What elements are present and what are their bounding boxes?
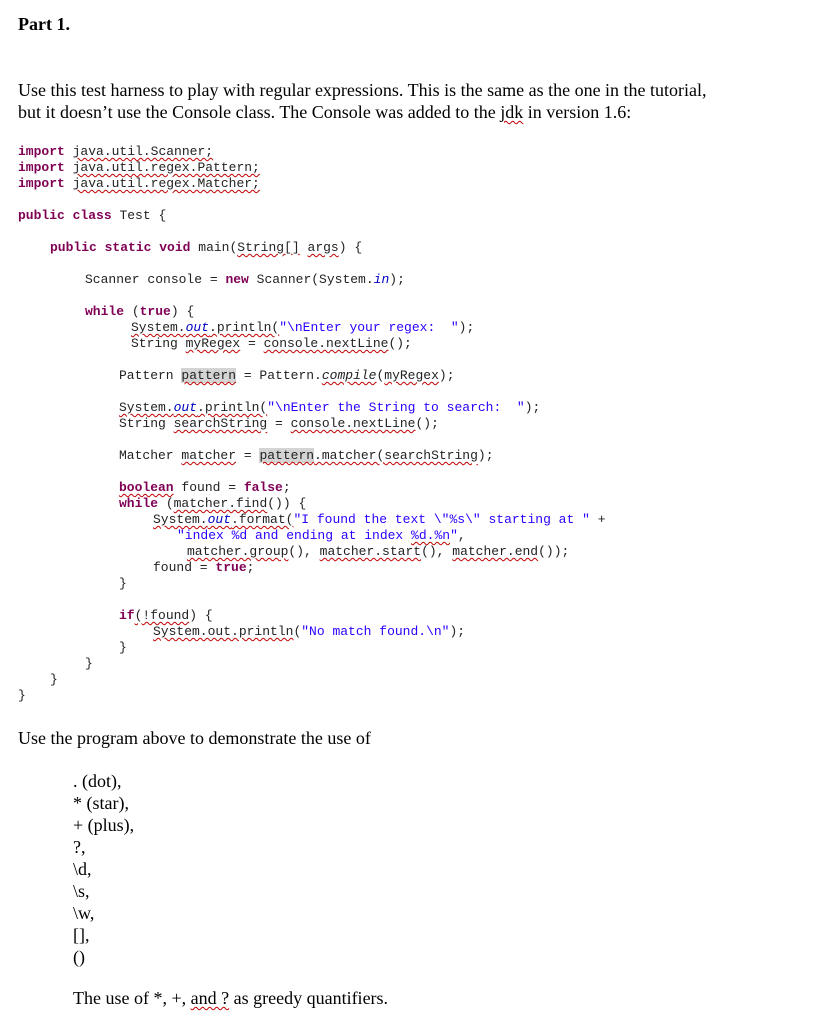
code-brace-while: } bbox=[119, 576, 127, 591]
code-boolean-line: boolean found = false; bbox=[119, 480, 291, 495]
code-found-line: found = true; bbox=[153, 560, 255, 575]
list-item: + (plus), bbox=[73, 815, 135, 835]
page-heading: Part 1. bbox=[18, 14, 70, 34]
list-item: \s, bbox=[73, 881, 90, 901]
code-pattern-line: Pattern pattern = Pattern.compile(myRegex); bbox=[119, 368, 455, 383]
code-nomatch-line: System.out.println("No match found.\n"); bbox=[153, 624, 466, 639]
code-while-find-line: while (matcher.find()) { bbox=[119, 496, 307, 511]
code-print-search: System.out.println("\nEnter the String to search: "); bbox=[119, 400, 541, 415]
intro-text: Use this test harness to play with regular expressions. This is the same as the one in the tutorial, but it doesn’t use the Console class. The Console was added to the bbox=[18, 80, 707, 122]
code-main-decl: public static void main(String[] args) { bbox=[50, 240, 363, 255]
code-import-3: import java.util.regex.Matcher; bbox=[18, 176, 260, 191]
demo-intro: Use the program above to demonstrate the use of bbox=[18, 728, 371, 748]
greedy-note: The use of *, +, and ? as greedy quantifiers. bbox=[73, 988, 389, 1008]
intro-paragraph bbox=[18, 79, 708, 123]
intro-jdk: jdk bbox=[500, 102, 524, 122]
code-format-line-3: matcher.group(), matcher.start(), matcher.end()); bbox=[187, 544, 570, 559]
intro-tail: in version 1.6: bbox=[523, 102, 632, 122]
list-item: ?, bbox=[73, 837, 86, 857]
code-search-line: String searchString = console.nextLine(); bbox=[119, 416, 439, 431]
code-format-line-1: System.out.format("I found the text \"%s\" starting at " + bbox=[153, 512, 606, 527]
list-item: [], bbox=[73, 925, 90, 945]
code-format-line-2: "index %d and ending at index %d.%n", bbox=[177, 528, 466, 543]
code-brace-if: } bbox=[119, 640, 127, 655]
code-import-1: import java.util.Scanner; bbox=[18, 144, 214, 159]
code-scanner-line: Scanner console = new Scanner(System.in); bbox=[85, 272, 405, 287]
code-if-line: if(!found) { bbox=[119, 608, 213, 623]
demo-list bbox=[73, 770, 134, 968]
list-item: \d, bbox=[73, 859, 92, 879]
code-import-2: import java.util.regex.Pattern; bbox=[18, 160, 260, 175]
list-item: \w, bbox=[73, 903, 95, 923]
code-while-line: while (true) { bbox=[85, 304, 195, 319]
list-item: . (dot), bbox=[73, 771, 122, 791]
list-item: () bbox=[73, 947, 85, 967]
code-matcher-line: Matcher matcher = pattern.matcher(searchString); bbox=[119, 448, 494, 463]
list-item: * (star), bbox=[73, 793, 129, 813]
code-class-decl: public class Test { bbox=[18, 208, 167, 223]
code-brace-main: } bbox=[50, 672, 58, 687]
code-regex-line: String myRegex = console.nextLine(); bbox=[131, 336, 412, 351]
code-brace-class: } bbox=[18, 688, 26, 703]
code-print-regex: System.out.println("\nEnter your regex: "); bbox=[131, 320, 475, 335]
code-brace-outer-while: } bbox=[85, 656, 93, 671]
